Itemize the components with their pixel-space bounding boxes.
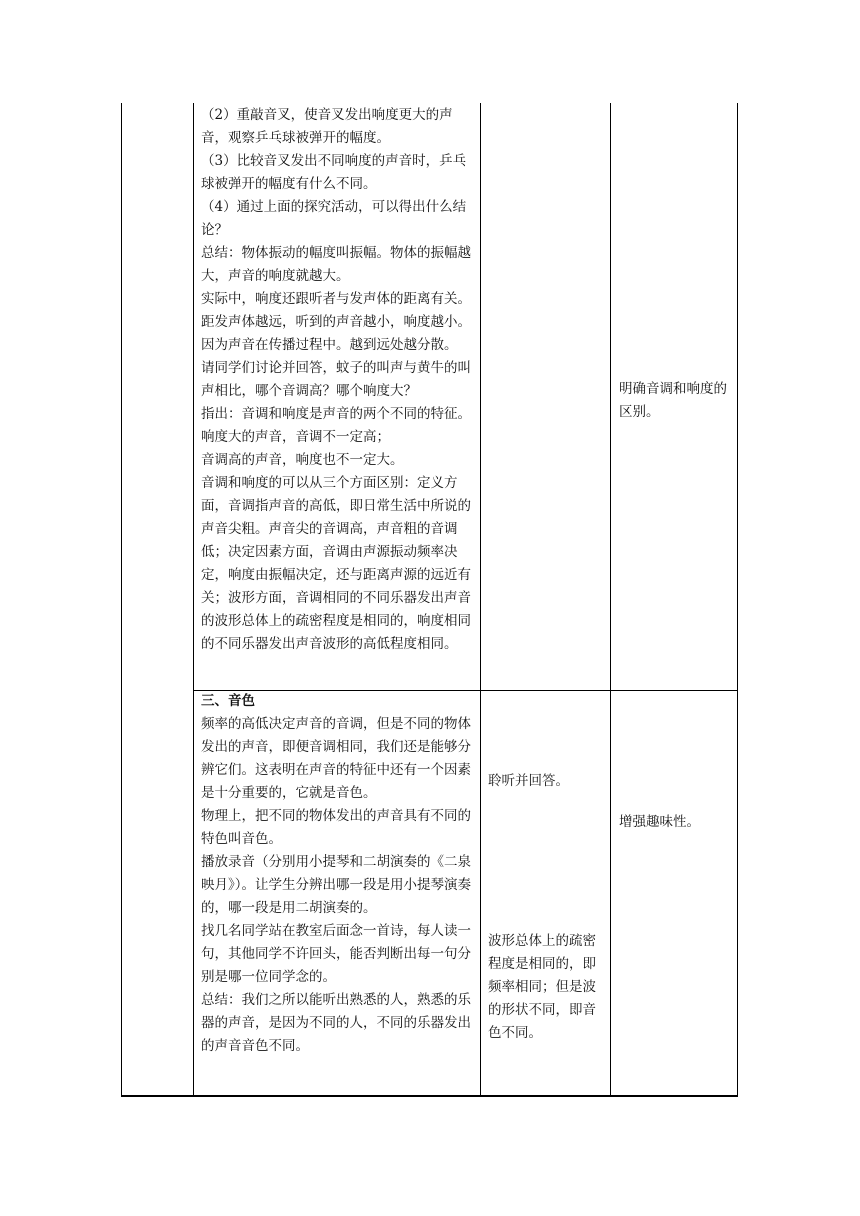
paragraph: 实际中，响度还跟听者与发声体的距离有关。距发声体越远，听到的声音越小，响度越小。因为声音在传播过程中。越到远处越分散。 — [201, 291, 471, 353]
row1-intent-cell — [619, 378, 731, 424]
paragraph: 明确音调和响度的区别。 — [619, 381, 727, 420]
paragraph: （4）通过上面的探究活动，可以得出什么结论？ — [201, 199, 467, 238]
paragraph: 波形总体上的疏密程度是相同的，即频率相同；但是波的形状不同，即音色不同。 — [488, 933, 596, 1041]
paragraph: 频率的高低决定声音的音调，但是不同的物体发出的声音，即便音调相同，我们还是能够分辨它们。这表明在声音的特征中还有一个因素是十分重要的，它就是音色。 — [201, 716, 471, 801]
table-border-bottom — [121, 1095, 738, 1097]
row2-intent-cell — [619, 811, 731, 834]
paragraph: 聆听并回答。 — [488, 773, 569, 789]
paragraph: 找几名同学站在教室后面念一首诗，每人读一句，其他同学不许回头，能否判断出每一句分别是哪一位同学念的。 — [201, 923, 471, 985]
paragraph: 总结：我们之所以能听出熟悉的人，熟悉的乐器的声音，是因为不同的人，不同的乐器发出的声音音色不同。 — [201, 992, 471, 1054]
paragraph: 增强趣味性。 — [619, 814, 700, 830]
table-divider-1 — [193, 103, 194, 1096]
table-divider-3 — [610, 103, 611, 1096]
row2-teacher-cell — [201, 690, 475, 1058]
paragraph: 总结：物体振动的幅度叫振幅。物体的振幅越大，声音的响度就越大。 — [201, 245, 471, 284]
paragraph: 音调高的声音，响度也不一定大。 — [201, 452, 404, 468]
paragraph: 指出：音调和响度是声音的两个不同的特征。响度大的声音，音调不一定高； — [201, 406, 471, 445]
paragraph: 请同学们讨论并回答，蚊子的叫声与黄牛的叫声相比，哪个音调高？哪个响度大？ — [201, 360, 471, 399]
paragraph: （2）重敲音叉，使音叉发出响度更大的声音，观察乒乓球被弹开的幅度。 — [201, 107, 453, 146]
paragraph: 物理上，把不同的物体发出的声音具有不同的特色叫音色。 — [201, 808, 471, 847]
row1-teacher-cell — [201, 104, 475, 656]
paragraph: 播放录音（分别用小提琴和二胡演奏的《二泉映月》）。让学生分辨出哪一段是用小提琴演奏的，哪一段是用二胡演奏的。 — [201, 854, 471, 916]
section-heading: 三、音色 — [201, 693, 255, 709]
paragraph: 音调和响度的可以从三个方面区别：定义方面，音调指声音的高低，即日常生活中所说的声音尖粗。声音尖的音调高，声音粗的音调低；决定因素方面，音调由声源振动频率决定，响度由振幅决定，还与距离声源的远近有关；波形方面，音调相同的不同乐器发出声音的波形总体上的疏密程度是相同的，响度相同的不同乐器发出声音波形的高低程度相同。 — [201, 475, 471, 652]
table-border-left — [121, 103, 122, 1096]
row2-student-cell-1 — [488, 770, 605, 793]
table-border-right — [737, 103, 738, 1096]
row2-student-cell-2 — [488, 930, 605, 1045]
table-divider-2 — [480, 103, 481, 1096]
paragraph: （3）比较音叉发出不同响度的声音时，乒乓球被弹开的幅度有什么不同。 — [201, 153, 467, 192]
